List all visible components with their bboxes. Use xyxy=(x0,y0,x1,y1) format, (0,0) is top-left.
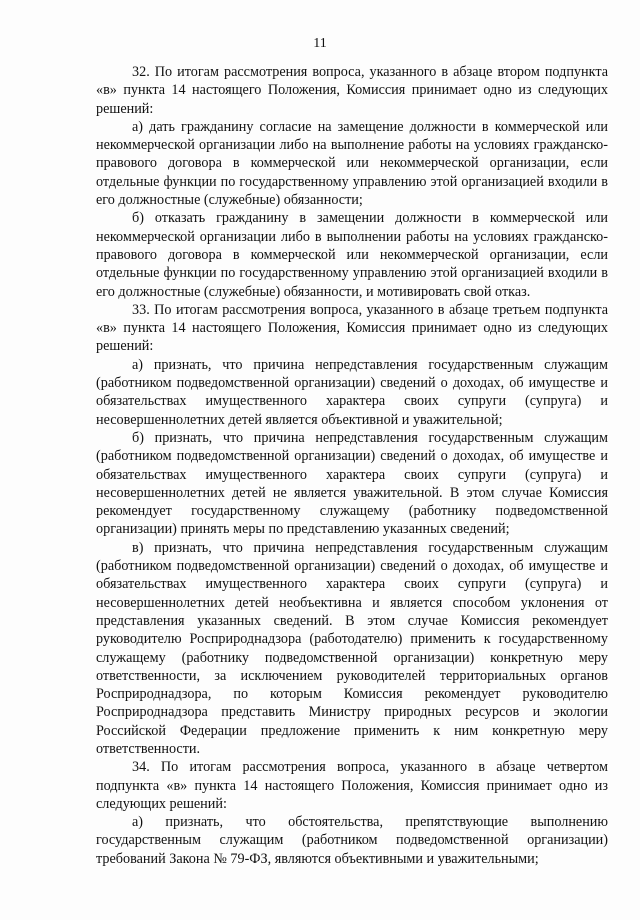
paragraph-32-b: б) отказать гражданину в замещении должности в коммерческой или некоммерческой организации либо в выполнении работы на условиях гражданско-правового договора в коммерческой или некоммерческой организации, если отдельные функции по государственному управлению этой организацией входили в его должностные (служебные) обязанности, и мотивировать свой отказ. xyxy=(96,210,608,300)
paragraph-34-a: а) признать, что обстоятельства, препятствующие выполнению государственным служащим (работником подведомственной организации) требований Закона № 79-ФЗ, являются объективными и уважительными; xyxy=(96,814,608,867)
paragraph-32-a: а) дать гражданину согласие на замещение должности в коммерческой или некоммерческой организации либо на выполнение работы на условиях гражданско-правового договора в коммерческой или некоммерческой организации, если отдельные функции по государственному управлению этой организацией входили в его должностные (служебные) обязанности; xyxy=(96,118,608,209)
paragraph-33: 33. По итогам рассмотрения вопроса, указанного в абзаце третьем подпункта «в» пункта 14 настоящего Положения, Комиссия принимает одно из следующих решений: xyxy=(96,301,608,355)
paragraph-32: 32. По итогам рассмотрения вопроса, указанного в абзаце втором подпункта «в» пункта 14 настоящего Положения, Комиссия принимает одно из следующих решений: xyxy=(96,64,608,117)
paragraph-33-a: а) признать, что причина непредставления государственным служащим (работником подведомственной организации) сведений о доходах, об имуществе и обязательствах имущественного характера своих супруги (супруга) и несовершеннолетних детей является объективной и уважительной; xyxy=(96,356,608,428)
paragraph-34: 34. По итогам рассмотрения вопроса, указанного в абзаце четвертом подпункта «в» пункта 14 настоящего Положения, Комиссия принимает одно из следующих решений: xyxy=(96,759,608,812)
paragraph-33-c: в) признать, что причина непредставления государственным служащим (работником подведомственной организации) сведений о доходах, об имуществе и обязательствах имущественного характера своих супруги (супруга) и несовершеннолетних детей необъективна и является способом уклонения от представления указанных сведений. В этом случае Комиссия рекомендует руководителю Росприроднадзора (работодателю) применить к государственному служащему (работнику подведомственной организации) конкретную меру ответственности, за исключением руководителей территориальных органов Росприроднадзора, по которым Комиссия рекомендует руководителю Росприроднадзора представить Министру природных ресурсов и экологии Российской Федерации предложение применить к ним конкретную меру ответственности. xyxy=(96,539,608,757)
paragraph-33-b: б) признать, что причина непредставления государственным служащим (работником подведомственной организации) сведений о доходах, об имуществе и обязательствах имущественного характера своих супруги (супруга) и несовершеннолетних детей не является уважительной. В этом случае Комиссия рекомендует государственному служащему (работнику подведомственной организации) принять меры по представлению указанных сведений; xyxy=(96,429,608,538)
body-text xyxy=(96,63,608,868)
page-number: 11 xyxy=(313,36,327,51)
